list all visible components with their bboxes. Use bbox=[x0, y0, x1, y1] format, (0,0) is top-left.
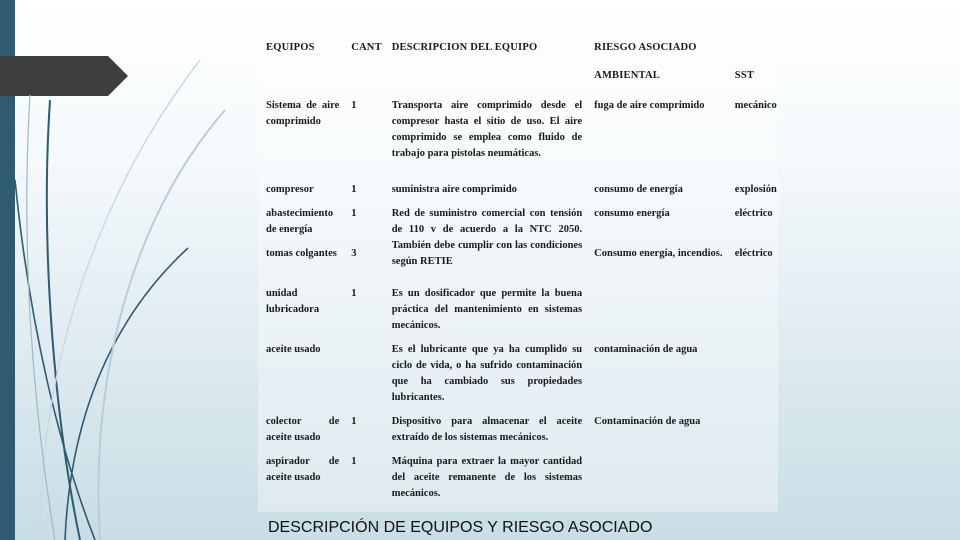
cell-descripcion: Máquina para extraer la mayor cantidad del aceite remanente de los sistemas mecánicos. bbox=[391, 456, 583, 499]
cell-ambiental: fuga de aire comprimido bbox=[594, 100, 705, 111]
cell-cant: 1 bbox=[351, 456, 357, 467]
cell-sst: eléctrico bbox=[734, 208, 773, 219]
cell-equipo: colector de aceite usado bbox=[266, 416, 340, 443]
document-image-table bbox=[258, 40, 778, 512]
equipment-risk-table bbox=[258, 40, 778, 502]
cell-ambiental: Consumo energía, incendios. bbox=[594, 248, 723, 259]
decorative-curves bbox=[0, 0, 240, 540]
cell-ambiental bbox=[586, 286, 727, 342]
cell-cant: 1 bbox=[351, 100, 357, 111]
cell-equipo: aspirador de aceite usado bbox=[266, 456, 340, 483]
header-equipos: EQUIPOS bbox=[266, 42, 315, 53]
cell-equipo: compresor bbox=[266, 184, 314, 195]
cell-cant bbox=[343, 342, 383, 414]
cell-sst bbox=[727, 414, 778, 454]
cell-descripcion: Es el lubricante que ya ha cumplido su ciclo de vida, o ha sufrido contaminación que ha cambiado sus propiedades lubricantes. bbox=[391, 344, 583, 403]
cell-equipo: unidad lubricadora bbox=[266, 288, 320, 315]
cell-ambiental: Contaminación de agua bbox=[594, 416, 701, 427]
cell-ambiental: consumo de energía bbox=[594, 184, 683, 195]
header-riesgo: RIESGO ASOCIADO bbox=[594, 42, 697, 53]
table-row bbox=[258, 98, 778, 182]
table-subheader-row bbox=[258, 62, 778, 98]
cell-cant: 1 bbox=[351, 184, 357, 195]
header-sst: SST bbox=[734, 70, 755, 81]
cell-cant: 1 bbox=[351, 288, 357, 299]
table-row bbox=[258, 414, 778, 454]
table-row bbox=[258, 206, 778, 246]
cell-cant: 1 bbox=[351, 208, 357, 219]
cell-descripcion: suministra aire comprimido bbox=[391, 184, 517, 195]
cell-descripcion: Red de suministro comercial con tensión de 110 v de acuerdo a la NTC 2050. También debe cumplir con las condiciones según RETIE bbox=[391, 208, 583, 267]
cell-equipo: Sistema de aire comprimido bbox=[266, 100, 340, 127]
table-row bbox=[258, 454, 778, 502]
cell-ambiental: contaminación de agua bbox=[594, 344, 698, 355]
cell-descripcion: Dispositivo para almacenar el aceite extraído de los sistemas mecánicos. bbox=[391, 416, 583, 443]
cell-cant: 3 bbox=[351, 248, 357, 259]
cell-sst bbox=[727, 454, 778, 502]
cell-cant: 1 bbox=[351, 416, 357, 427]
cell-sst bbox=[727, 342, 778, 414]
cell-sst: explosión bbox=[734, 184, 777, 195]
cell-descripcion: Es un dosificador que permite la buena práctica del mantenimiento en sistemas mecánicos. bbox=[391, 288, 583, 331]
cell-descripcion: Transporta aire comprimido desde el compresor hasta el sitio de uso. El aire comprimido se emplea como fluido de trabajo para pistolas neumáticas. bbox=[391, 100, 583, 159]
cell-equipo: tomas colgantes bbox=[266, 248, 337, 259]
header-descripcion: DESCRIPCION DEL EQUIPO bbox=[391, 42, 538, 53]
table-row bbox=[258, 182, 778, 206]
table-header-row bbox=[258, 40, 778, 62]
cell-equipo: abastecimiento de energía bbox=[266, 208, 334, 235]
cell-sst: eléctrico bbox=[734, 248, 773, 259]
cell-sst: mecánico bbox=[734, 100, 777, 111]
cell-sst bbox=[727, 286, 778, 342]
slide-caption: DESCRIPCIÓN DE EQUIPOS Y RIESGO ASOCIADO bbox=[268, 519, 653, 536]
cell-ambiental: consumo energía bbox=[594, 208, 670, 219]
header-cant: CANT bbox=[351, 42, 382, 53]
table-row bbox=[258, 286, 778, 342]
table-row bbox=[258, 342, 778, 414]
cell-ambiental bbox=[586, 454, 727, 502]
cell-equipo: aceite usado bbox=[266, 344, 321, 355]
header-ambiental: AMBIENTAL bbox=[594, 70, 660, 81]
